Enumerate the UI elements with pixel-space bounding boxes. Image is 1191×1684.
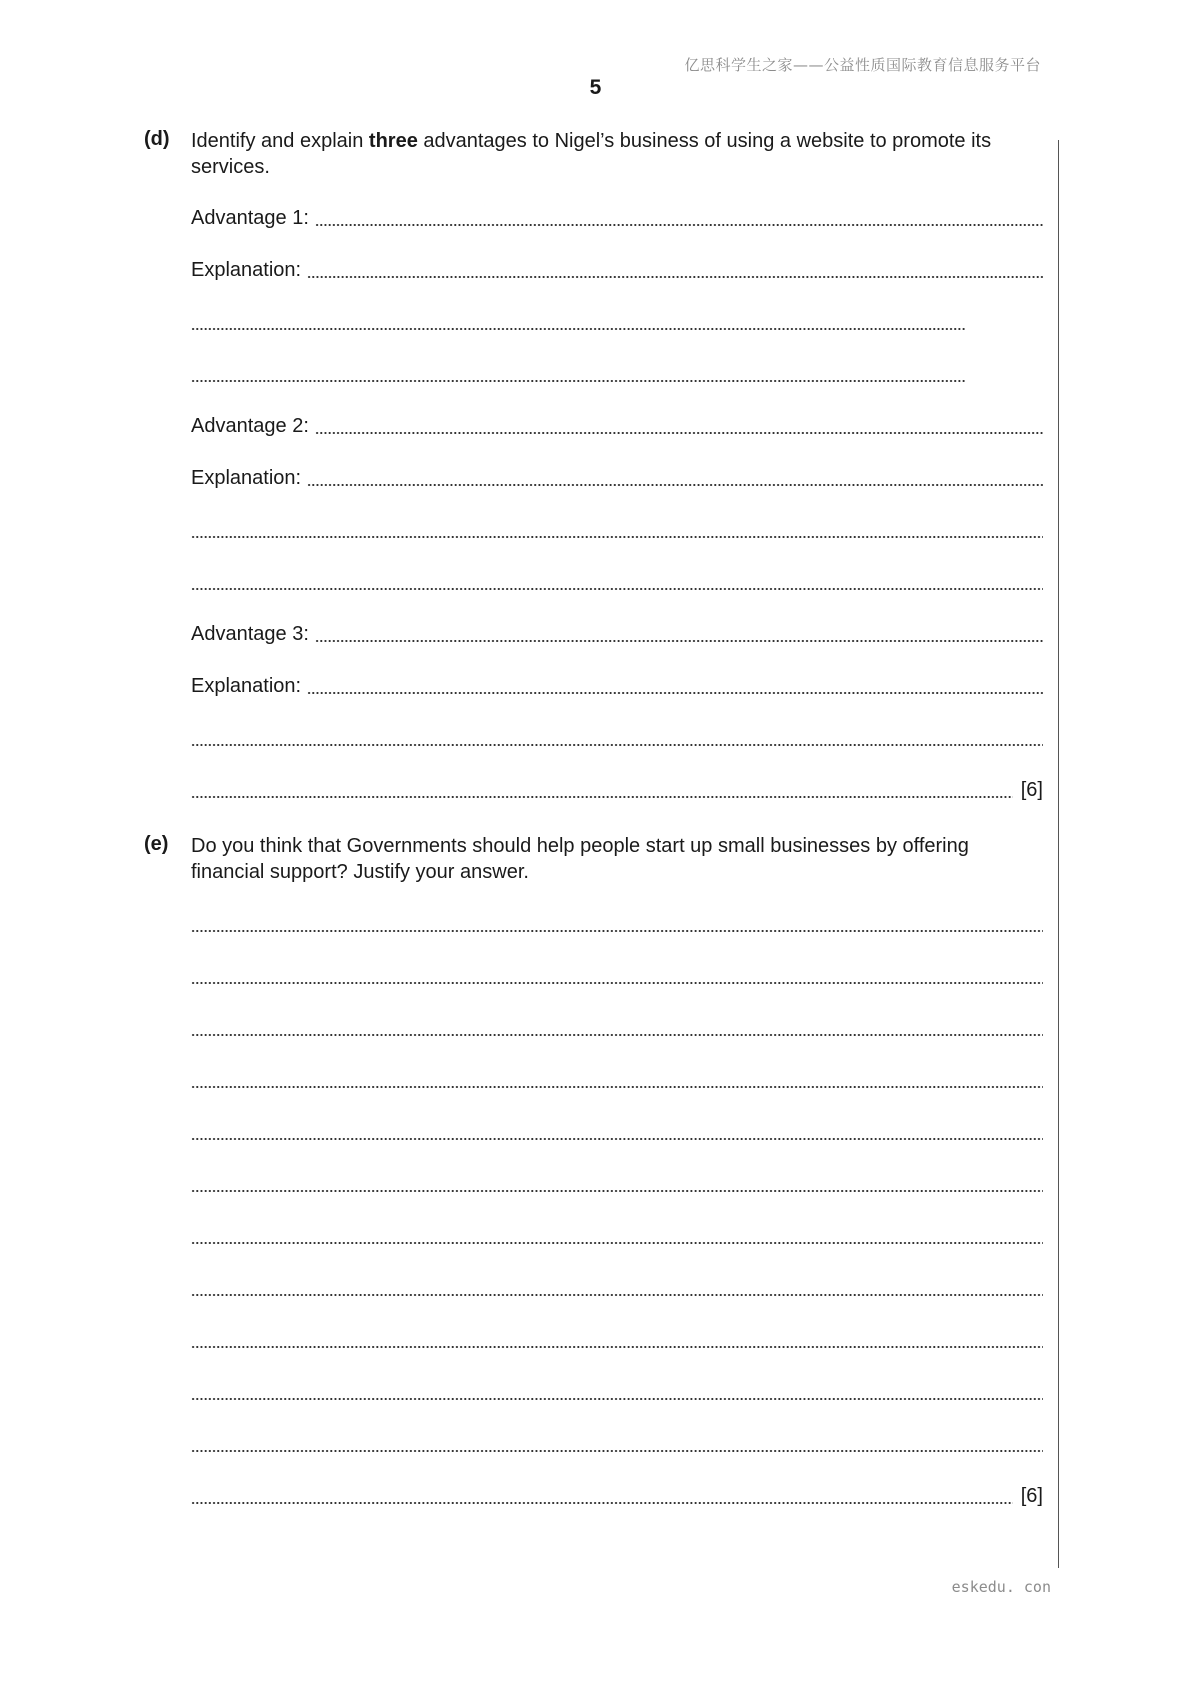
watermark-text: 亿思科学生之家——公益性质国际教育信息服务平台: [684, 56, 1041, 74]
explanation-1-label: Explanation:: [191, 259, 302, 281]
answer-dots: [191, 1017, 1043, 1037]
answer-line[interactable]: [191, 360, 966, 386]
answer-dots: [315, 207, 1043, 227]
answer-line[interactable]: [191, 776, 1043, 802]
answer-dots: [191, 1069, 1043, 1089]
answer-line[interactable]: [191, 962, 1043, 988]
answer-dots: [191, 571, 1043, 591]
question-d-marks: [6]: [1020, 779, 1043, 801]
footer-site-text: eskedu. con: [951, 1578, 1051, 1596]
explanation-2-line[interactable]: [191, 464, 1043, 490]
answer-dots: [191, 1277, 1043, 1297]
question-e-label: (e): [144, 833, 169, 855]
advantage-2-label: Advantage 2:: [191, 415, 309, 437]
answer-dots: [307, 675, 1043, 695]
answer-line[interactable]: [191, 1430, 1043, 1456]
answer-line[interactable]: [191, 1326, 1043, 1352]
explanation-3-line[interactable]: [191, 672, 1043, 698]
answer-dots: [191, 519, 1043, 539]
answer-line[interactable]: [191, 1274, 1043, 1300]
answer-line[interactable]: [191, 1014, 1043, 1040]
advantage-3-line[interactable]: [191, 620, 1043, 646]
answer-line[interactable]: [191, 910, 1043, 936]
question-d-text-end: advantages to Nigel’s business of using a website to promote its services.: [191, 130, 992, 178]
answer-line[interactable]: [191, 516, 1043, 542]
answer-dots: [307, 467, 1043, 487]
page-number: 5: [589, 76, 602, 99]
answer-line[interactable]: [191, 1222, 1043, 1248]
answer-dots: [191, 779, 1013, 799]
answer-line[interactable]: [191, 308, 966, 334]
explanation-3-label: Explanation:: [191, 675, 302, 697]
answer-dots: [191, 311, 966, 331]
advantage-1-line[interactable]: [191, 204, 1043, 230]
answer-dots: [191, 1485, 1013, 1505]
answer-dots: [191, 727, 1043, 747]
answer-dots: [191, 1173, 1043, 1193]
answer-line[interactable]: [191, 724, 1043, 750]
advantage-1-label: Advantage 1:: [191, 207, 309, 229]
explanation-1-line[interactable]: [191, 256, 1043, 282]
answer-dots: [307, 259, 1043, 279]
answer-dots: [191, 1225, 1043, 1245]
answer-dots: [191, 1381, 1043, 1401]
question-d-text: [191, 128, 1043, 180]
answer-dots: [191, 965, 1043, 985]
question-d-text-start: Identify and explain: [191, 130, 369, 152]
answer-dots: [315, 623, 1043, 643]
question-d-text-bold: three: [368, 130, 418, 152]
answer-line[interactable]: [191, 1066, 1043, 1092]
answer-line[interactable]: [191, 1170, 1043, 1196]
answer-line[interactable]: [191, 1378, 1043, 1404]
explanation-2-label: Explanation:: [191, 467, 302, 489]
question-e-marks: [6]: [1020, 1485, 1043, 1507]
answer-dots: [191, 1329, 1043, 1349]
advantage-3-label: Advantage 3:: [191, 623, 309, 645]
answer-dots: [191, 1433, 1043, 1453]
answer-dots: [191, 1121, 1043, 1141]
answer-dots: [191, 363, 966, 383]
answer-dots: [191, 913, 1043, 933]
answer-dots: [315, 415, 1043, 435]
margin-rule: [1058, 140, 1059, 1568]
question-e-text: Do you think that Governments should help people start up small businesses by offering financial support? Justify your answer.: [191, 835, 969, 883]
question-d-label: (d): [144, 128, 170, 150]
advantage-2-line[interactable]: [191, 412, 1043, 438]
answer-line[interactable]: [191, 1118, 1043, 1144]
answer-line[interactable]: [191, 1482, 1043, 1508]
answer-line[interactable]: [191, 568, 1043, 594]
